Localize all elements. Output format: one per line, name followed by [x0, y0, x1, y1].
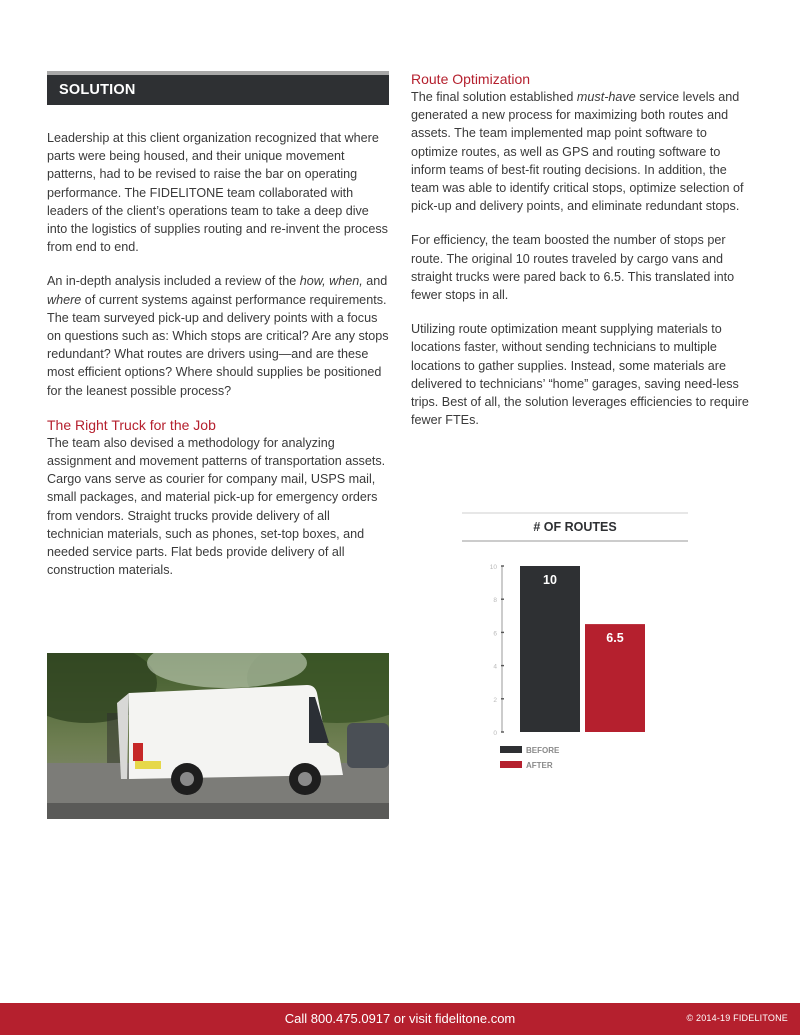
footer-cta[interactable]: Call 800.475.0917 or visit fidelitone.com — [284, 1011, 516, 1026]
paragraph-analysis: An in-depth analysis included a review of the how, when, and where of current systems against performance requirements. The team surveyed pick-up and delivery points with a focus on questions such as: Which stops are critical? Are any stops redundant? What routes are drivers using—and are these most efficient options? Where should supplies be positioned for the leanest possible process? — [47, 274, 389, 398]
legend-label-after: AFTER — [526, 761, 553, 770]
paragraph-methodology: The team also devised a methodology for analyzing assignment and movement patterns of transportation assets. Cargo vans serve as courier for company mail, USPS mail, small packages, and material pick-up for emergency orders from vendors. Straight trucks provide delivery of all technician materials, such as phones, set-top boxes, and needed service parts. Flat beds provide delivery of all construction materials. — [47, 435, 386, 578]
y-tick-label-0: 0 — [493, 730, 497, 737]
paragraph-leadership: Leadership at this client organization recognized that where parts were being housed, and their unique movement patterns, had to be revised to raise the bar on operating performance. The FIDELITONE team collaborated with leaders of the client’s operations team to take a deep dive into the logistics of supplies routing and re-invent the process from end to end. — [47, 131, 388, 255]
cargo-van-photo — [47, 653, 389, 819]
right-column — [411, 70, 756, 429]
paragraph-final-solution: The final solution established must-have service levels and generated a new process for maximizing both routes and assets. The team implemented map point software to optimize routes, as well as GPS and routing software to inform teams of best-fit routing decisions. In addition, the team was able to identify critical stops, optimize selection of pick-up and delivery points, and eliminate redundant stops. — [411, 90, 744, 214]
bar-label-after: 6.5 — [606, 631, 624, 646]
legend-swatch-after — [500, 761, 522, 768]
y-tick-label-2: 2 — [493, 696, 497, 704]
legend-swatch-before — [500, 746, 522, 753]
paragraph-efficiency: For efficiency, the team boosted the number of stops per route. The original 10 routes traveled by cargo vans and straight trucks were pared back to 6.5. This translated into fewer stops in all. — [411, 233, 735, 303]
bar-label-before: 10 — [543, 573, 557, 587]
routes-chart — [462, 512, 688, 774]
subhead-route-optimization: Route Optimization — [411, 71, 531, 87]
paragraph-utilizing: Utilizing route optimization meant supplying materials to locations faster, without sending technicians to multiple locations to gather supplies. Instead, some materials are delivered to technicians’ “home” garages, saving need-less trips. Best of all, the solution leverages efficiencies to require fewer FTEs. — [411, 322, 749, 428]
footer-copyright: © 2014-19 FIDELITONE — [686, 1013, 788, 1023]
y-tick-label-4: 4 — [493, 663, 497, 671]
bar-before — [520, 566, 580, 732]
y-tick-label-8: 8 — [493, 597, 497, 605]
footer-bar — [0, 1003, 800, 1035]
y-tick-label-10: 10 — [489, 564, 497, 571]
subhead-right-truck: The Right Truck for the Job — [47, 416, 216, 433]
legend-label-before: BEFORE — [526, 746, 560, 755]
left-column — [47, 71, 389, 579]
y-tick-label-6: 6 — [493, 630, 497, 638]
section-header-solution: SOLUTION — [47, 71, 389, 105]
chart-title: # OF ROUTES — [533, 520, 617, 534]
